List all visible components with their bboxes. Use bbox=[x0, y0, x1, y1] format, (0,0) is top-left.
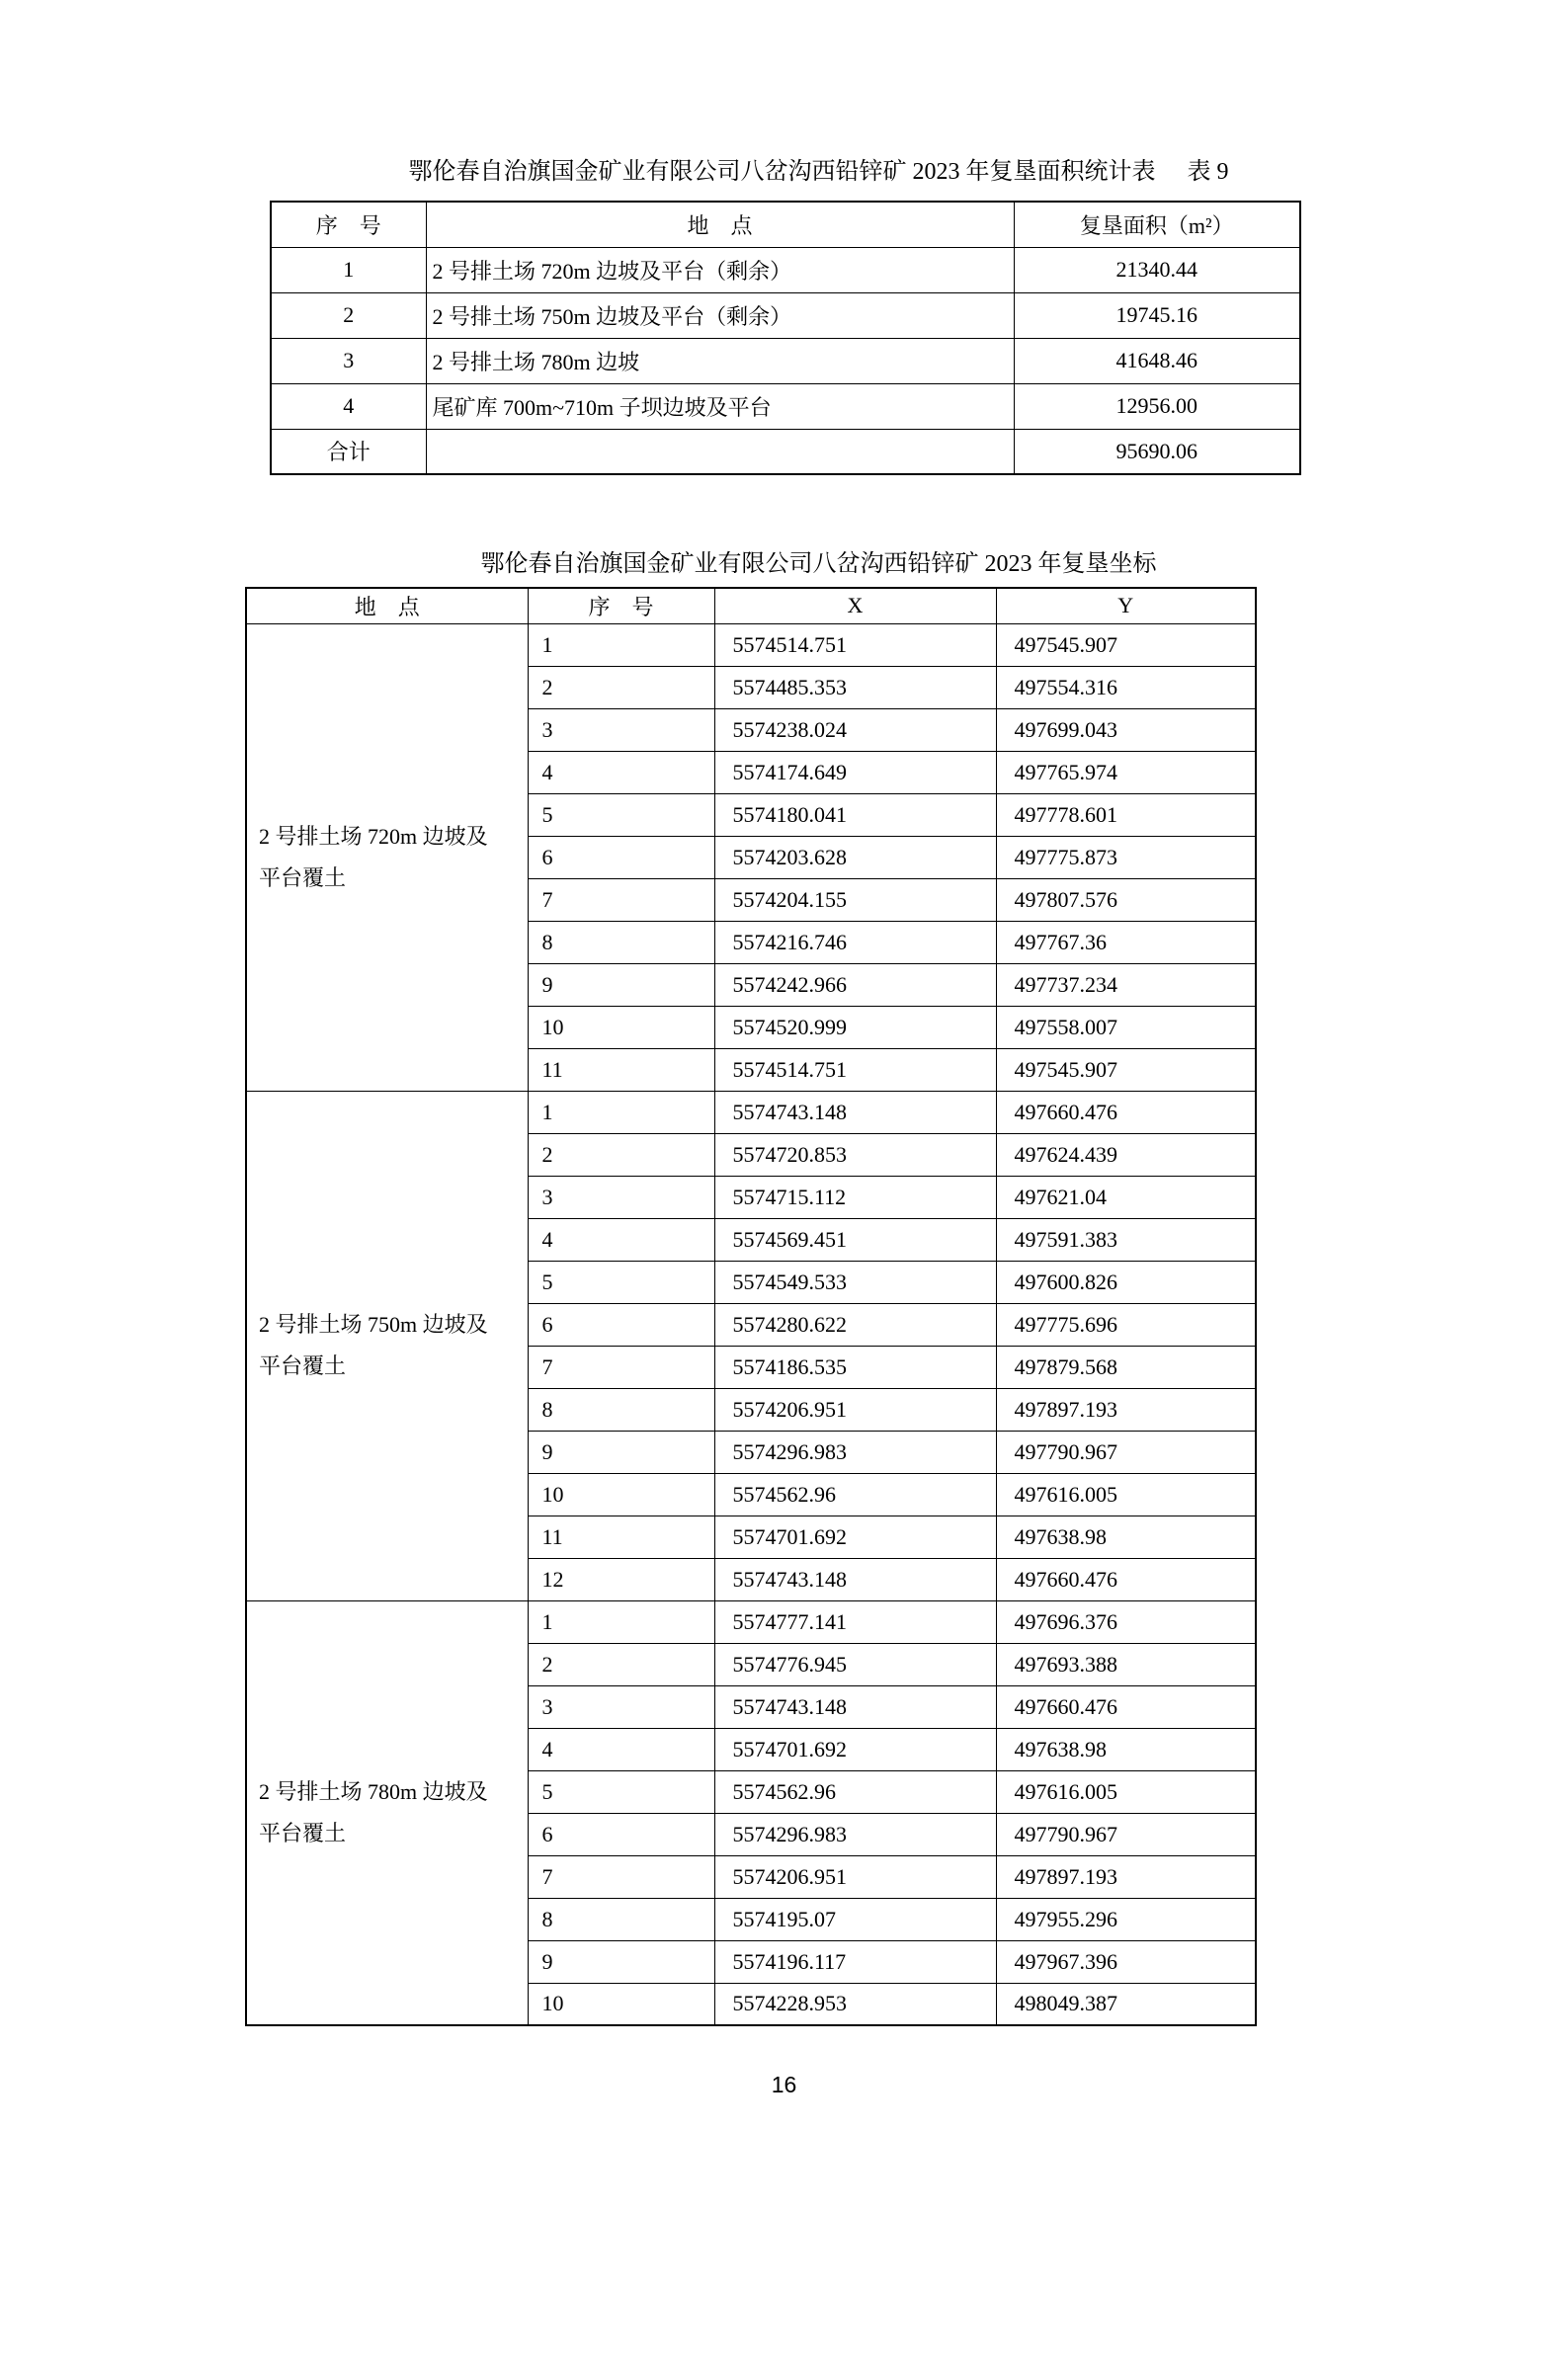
cell-y: 497624.439 bbox=[996, 1133, 1256, 1176]
cell-location: 尾矿库 700m~710m 子坝边坡及平台 bbox=[426, 383, 1014, 429]
cell-y: 497879.568 bbox=[996, 1346, 1256, 1388]
cell-y: 497790.967 bbox=[996, 1431, 1256, 1473]
cell-area: 41648.46 bbox=[1014, 338, 1300, 383]
cell-y: 497591.383 bbox=[996, 1218, 1256, 1261]
cell-no: 1 bbox=[528, 1600, 714, 1643]
document-page bbox=[0, 158, 1568, 2098]
cell-no: 8 bbox=[528, 1898, 714, 1940]
cell-y: 497775.696 bbox=[996, 1303, 1256, 1346]
cell-no: 1 bbox=[528, 623, 714, 666]
cell-area: 12956.00 bbox=[1014, 383, 1300, 429]
cell-location bbox=[426, 429, 1014, 474]
cell-no: 10 bbox=[528, 1006, 714, 1048]
cell-y: 497955.296 bbox=[996, 1898, 1256, 1940]
cell-x: 5574569.451 bbox=[714, 1218, 996, 1261]
cell-x: 5574562.96 bbox=[714, 1473, 996, 1516]
cell-no: 6 bbox=[528, 1303, 714, 1346]
cell-no: 8 bbox=[528, 1388, 714, 1431]
cell-no: 1 bbox=[528, 1091, 714, 1133]
table-row bbox=[246, 623, 1256, 666]
table-row bbox=[271, 338, 1300, 383]
table-row bbox=[246, 1600, 1256, 1643]
cell-y: 497897.193 bbox=[996, 1855, 1256, 1898]
cell-x: 5574203.628 bbox=[714, 836, 996, 878]
cell-no: 5 bbox=[528, 1261, 714, 1303]
column-header-x: X bbox=[714, 588, 996, 623]
cell-x: 5574242.966 bbox=[714, 963, 996, 1006]
area-table-title-text: 鄂伦春自治旗国金矿业有限公司八岔沟西铅锌矿 2023 年复垦面积统计表 bbox=[408, 159, 1156, 185]
cell-y: 497767.36 bbox=[996, 921, 1256, 963]
column-header-location: 地 点 bbox=[426, 202, 1014, 247]
cell-y: 497699.043 bbox=[996, 708, 1256, 751]
cell-y: 497600.826 bbox=[996, 1261, 1256, 1303]
section-label-cell bbox=[246, 1600, 528, 2025]
reclamation-area-table bbox=[270, 201, 1301, 475]
cell-no: 7 bbox=[528, 1346, 714, 1388]
cell-no: 9 bbox=[528, 963, 714, 1006]
cell-x: 5574206.951 bbox=[714, 1388, 996, 1431]
cell-x: 5574196.117 bbox=[714, 1940, 996, 1983]
cell-y: 497790.967 bbox=[996, 1813, 1256, 1855]
cell-x: 5574195.07 bbox=[714, 1898, 996, 1940]
table-row bbox=[271, 292, 1300, 338]
cell-x: 5574715.112 bbox=[714, 1176, 996, 1218]
cell-y: 497897.193 bbox=[996, 1388, 1256, 1431]
table-row bbox=[271, 383, 1300, 429]
cell-no: 10 bbox=[528, 1983, 714, 2025]
column-header-no: 序 号 bbox=[528, 588, 714, 623]
cell-no: 5 bbox=[528, 1770, 714, 1813]
column-header-location: 地 点 bbox=[246, 588, 528, 623]
cell-x: 5574743.148 bbox=[714, 1091, 996, 1133]
cell-no: 2 bbox=[528, 1133, 714, 1176]
cell-x: 5574776.945 bbox=[714, 1643, 996, 1685]
table-row bbox=[271, 429, 1300, 474]
cell-x: 5574701.692 bbox=[714, 1728, 996, 1770]
area-table-number-label: 表 9 bbox=[1187, 159, 1229, 185]
cell-x: 5574280.622 bbox=[714, 1303, 996, 1346]
section-label-line: 2 号排土场 720m 边坡及 bbox=[259, 823, 488, 849]
coords-table-title: 鄂伦春自治旗国金矿业有限公司八岔沟西铅锌矿 2023 年复垦坐标 bbox=[480, 551, 1157, 577]
section-label-line: 2 号排土场 750m 边坡及 bbox=[259, 1312, 488, 1337]
cell-no: 5 bbox=[528, 793, 714, 836]
cell-y: 497737.234 bbox=[996, 963, 1256, 1006]
section-label-line: 平台覆土 bbox=[259, 1353, 347, 1378]
cell-y: 497638.98 bbox=[996, 1516, 1256, 1558]
column-header-no: 序 号 bbox=[271, 202, 426, 247]
cell-no: 4 bbox=[528, 751, 714, 793]
cell-y: 497638.98 bbox=[996, 1728, 1256, 1770]
cell-no: 4 bbox=[528, 1728, 714, 1770]
cell-x: 5574562.96 bbox=[714, 1770, 996, 1813]
cell-area: 95690.06 bbox=[1014, 429, 1300, 474]
cell-no: 2 bbox=[528, 1643, 714, 1685]
cell-x: 5574549.533 bbox=[714, 1261, 996, 1303]
section-label-cell bbox=[246, 623, 528, 1091]
cell-no: 11 bbox=[528, 1516, 714, 1558]
section-label-line: 平台覆土 bbox=[259, 1820, 347, 1845]
cell-no: 3 bbox=[528, 1685, 714, 1728]
cell-no: 3 bbox=[528, 708, 714, 751]
cell-x: 5574296.983 bbox=[714, 1431, 996, 1473]
cell-no: 1 bbox=[271, 247, 426, 292]
cell-x: 5574174.649 bbox=[714, 751, 996, 793]
cell-y: 497660.476 bbox=[996, 1685, 1256, 1728]
cell-x: 5574514.751 bbox=[714, 1048, 996, 1091]
cell-y: 497616.005 bbox=[996, 1770, 1256, 1813]
table-header-row bbox=[246, 588, 1256, 623]
cell-x: 5574180.041 bbox=[714, 793, 996, 836]
cell-no: 9 bbox=[528, 1431, 714, 1473]
column-header-area: 复垦面积（m²） bbox=[1014, 202, 1300, 247]
cell-y: 497967.396 bbox=[996, 1940, 1256, 1983]
cell-area: 21340.44 bbox=[1014, 247, 1300, 292]
cell-no: 12 bbox=[528, 1558, 714, 1600]
cell-y: 497696.376 bbox=[996, 1600, 1256, 1643]
cell-no: 6 bbox=[528, 836, 714, 878]
cell-y: 497545.907 bbox=[996, 623, 1256, 666]
section-label-line: 平台覆土 bbox=[259, 864, 347, 890]
cell-y: 497660.476 bbox=[996, 1091, 1256, 1133]
cell-x: 5574204.155 bbox=[714, 878, 996, 921]
area-table-title bbox=[0, 158, 1568, 186]
cell-location: 2 号排土场 720m 边坡及平台（剩余） bbox=[426, 247, 1014, 292]
cell-area: 19745.16 bbox=[1014, 292, 1300, 338]
cell-no: 7 bbox=[528, 1855, 714, 1898]
cell-y: 497616.005 bbox=[996, 1473, 1256, 1516]
cell-no: 4 bbox=[528, 1218, 714, 1261]
cell-y: 498049.387 bbox=[996, 1983, 1256, 2025]
cell-no: 8 bbox=[528, 921, 714, 963]
cell-x: 5574743.148 bbox=[714, 1685, 996, 1728]
cell-location: 2 号排土场 750m 边坡及平台（剩余） bbox=[426, 292, 1014, 338]
cell-y: 497660.476 bbox=[996, 1558, 1256, 1600]
cell-no: 7 bbox=[528, 878, 714, 921]
cell-y: 497775.873 bbox=[996, 836, 1256, 878]
cell-y: 497693.388 bbox=[996, 1643, 1256, 1685]
section-label-line: 2 号排土场 780m 边坡及 bbox=[259, 1778, 488, 1804]
cell-x: 5574296.983 bbox=[714, 1813, 996, 1855]
cell-x: 5574216.746 bbox=[714, 921, 996, 963]
cell-x: 5574186.535 bbox=[714, 1346, 996, 1388]
cell-x: 5574720.853 bbox=[714, 1133, 996, 1176]
cell-x: 5574485.353 bbox=[714, 666, 996, 708]
cell-no: 2 bbox=[528, 666, 714, 708]
cell-no: 9 bbox=[528, 1940, 714, 1983]
cell-no: 4 bbox=[271, 383, 426, 429]
cell-no: 6 bbox=[528, 1813, 714, 1855]
cell-y: 497765.974 bbox=[996, 751, 1256, 793]
cell-x: 5574238.024 bbox=[714, 708, 996, 751]
reclamation-coords-table bbox=[245, 587, 1257, 2026]
cell-x: 5574520.999 bbox=[714, 1006, 996, 1048]
cell-x: 5574777.141 bbox=[714, 1600, 996, 1643]
cell-x: 5574514.751 bbox=[714, 623, 996, 666]
page-number: 16 bbox=[771, 2072, 797, 2097]
table-header-row bbox=[271, 202, 1300, 247]
cell-y: 497621.04 bbox=[996, 1176, 1256, 1218]
cell-no: 11 bbox=[528, 1048, 714, 1091]
cell-no: 3 bbox=[271, 338, 426, 383]
cell-location: 2 号排土场 780m 边坡 bbox=[426, 338, 1014, 383]
column-header-y: Y bbox=[996, 588, 1256, 623]
table-row bbox=[246, 1091, 1256, 1133]
cell-x: 5574206.951 bbox=[714, 1855, 996, 1898]
cell-x: 5574228.953 bbox=[714, 1983, 996, 2025]
cell-y: 497778.601 bbox=[996, 793, 1256, 836]
cell-y: 497545.907 bbox=[996, 1048, 1256, 1091]
cell-no: 合计 bbox=[271, 429, 426, 474]
cell-y: 497558.007 bbox=[996, 1006, 1256, 1048]
cell-x: 5574701.692 bbox=[714, 1516, 996, 1558]
cell-y: 497807.576 bbox=[996, 878, 1256, 921]
cell-y: 497554.316 bbox=[996, 666, 1256, 708]
cell-no: 10 bbox=[528, 1473, 714, 1516]
cell-no: 3 bbox=[528, 1176, 714, 1218]
cell-no: 2 bbox=[271, 292, 426, 338]
section-label-cell bbox=[246, 1091, 528, 1600]
cell-x: 5574743.148 bbox=[714, 1558, 996, 1600]
table-row bbox=[271, 247, 1300, 292]
